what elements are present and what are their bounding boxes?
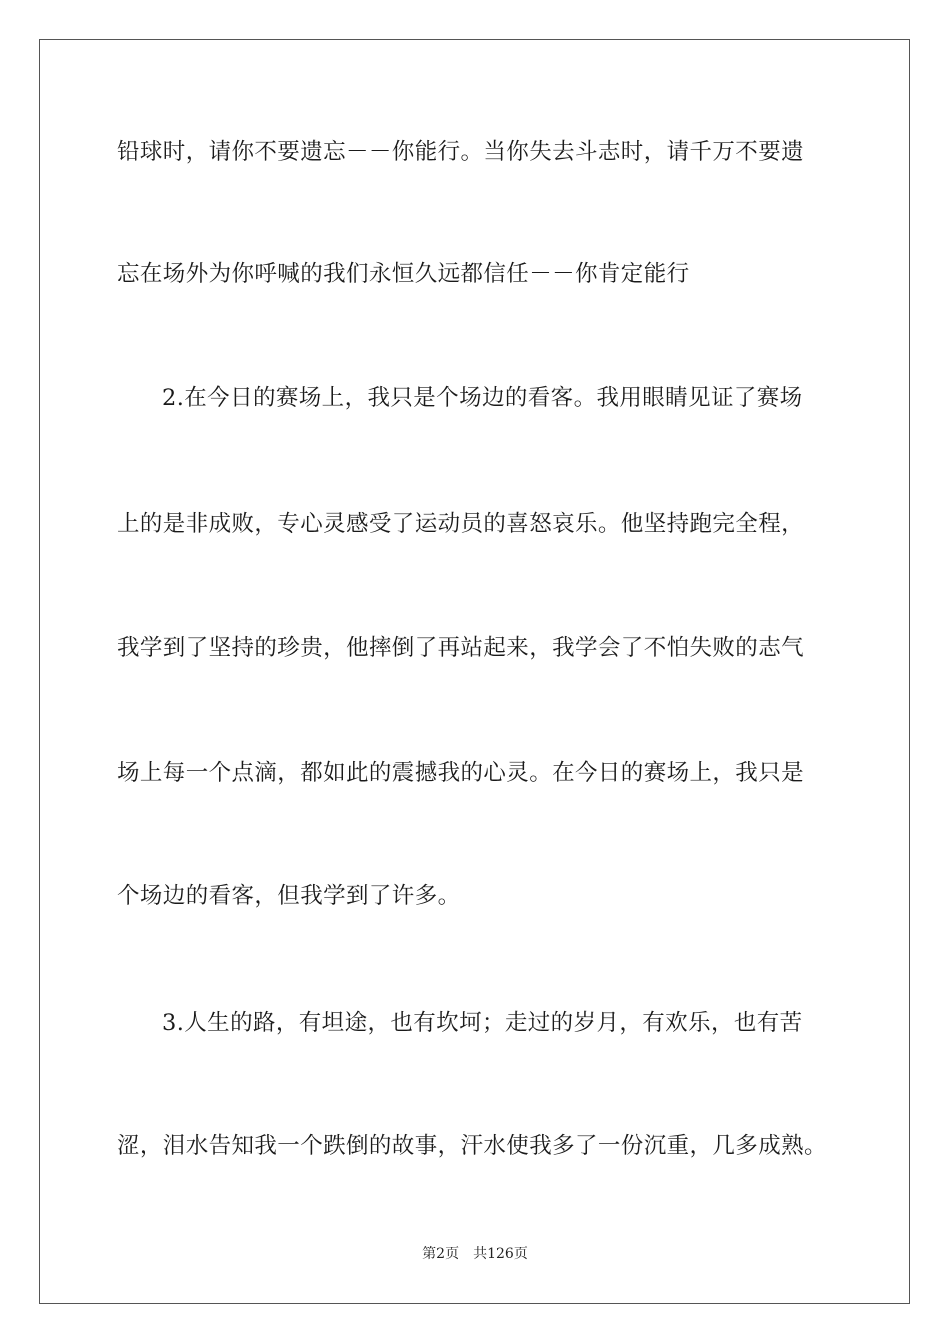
total-pages: 共126页	[473, 1246, 528, 1262]
body-text-line: 上的是非成败，专心灵感受了运动员的喜怒哀乐。他坚持跑完全程，	[117, 511, 805, 537]
body-text-line: 我学到了坚持的珍贵，他摔倒了再站起来，我学会了不怕失败的志气	[117, 635, 805, 661]
body-text-line: 铅球时，请你不要遗忘－－你能行。当你失去斗志时，请千万不要遗	[117, 139, 805, 165]
page-footer	[0, 1244, 950, 1264]
body-text-line: 场上每一个点滴，都如此的震撼我的心灵。在今日的赛场上，我只是	[117, 760, 805, 786]
paragraph-start-line: 2.在今日的赛场上，我只是个场边的看客。我用眼睛见证了赛场	[162, 385, 803, 411]
body-text-line: 个场边的看客，但我学到了许多。	[117, 883, 461, 909]
page-number: 第2页	[422, 1246, 460, 1262]
page-frame	[39, 39, 910, 1304]
paragraph-start-line: 3.人生的路，有坦途，也有坎坷；走过的岁月，有欢乐，也有苦	[162, 1010, 803, 1036]
body-text-line: 涩，泪水告知我一个跌倒的故事，汗水使我多了一份沉重，几多成熟。	[117, 1133, 827, 1159]
body-text-line: 忘在场外为你呼喊的我们永恒久远都信任－－你肯定能行	[117, 261, 690, 287]
